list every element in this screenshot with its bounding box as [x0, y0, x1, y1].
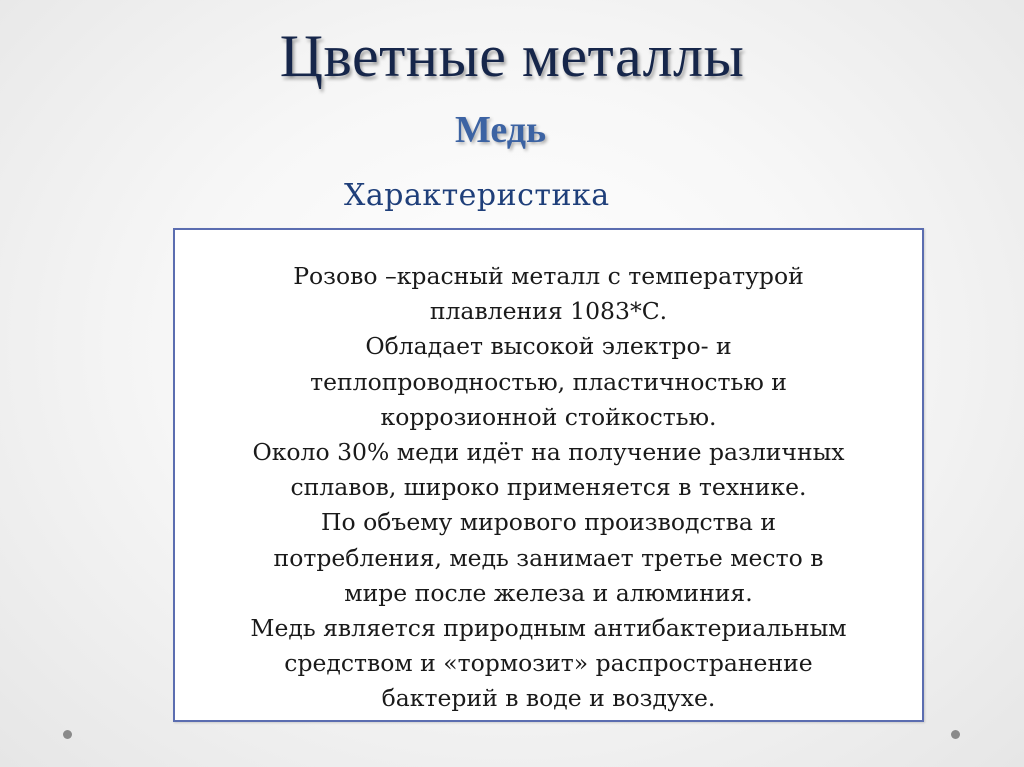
- text-line: коррозионной стойкостью.: [380, 402, 717, 431]
- characteristics-text: [175, 259, 922, 717]
- text-line: бактерий в воде и воздухе.: [381, 684, 716, 713]
- text-line: Розово –красный металл с температурой: [293, 262, 804, 290]
- slide-title: Цветные металлы: [279, 23, 745, 89]
- text-line: Обладает высокой электро- и: [365, 332, 732, 361]
- next-slide-dot-icon[interactable]: [951, 730, 960, 739]
- characteristics-box: [173, 228, 924, 722]
- slide-subtitle: Медь: [455, 109, 547, 151]
- text-line: По объему мирового производства и: [320, 508, 776, 537]
- text-line: Около 30% меди идёт на получение различных: [252, 438, 845, 467]
- text-line: потребления, медь занимает третье место в: [273, 543, 824, 572]
- section-heading: Характеристика: [344, 178, 610, 213]
- text-line: Медь является природным антибактериальным: [250, 614, 847, 643]
- text-line: средством и «тормозит» распространение: [284, 649, 813, 678]
- text-line: теплопроводностью, пластичностью и: [310, 367, 787, 396]
- text-line: сплавов, широко применяется в технике.: [290, 473, 807, 502]
- text-line: мире после железа и алюминия.: [344, 578, 753, 607]
- previous-slide-dot-icon[interactable]: [63, 730, 72, 739]
- text-line: плавления 1083*С.: [429, 297, 668, 326]
